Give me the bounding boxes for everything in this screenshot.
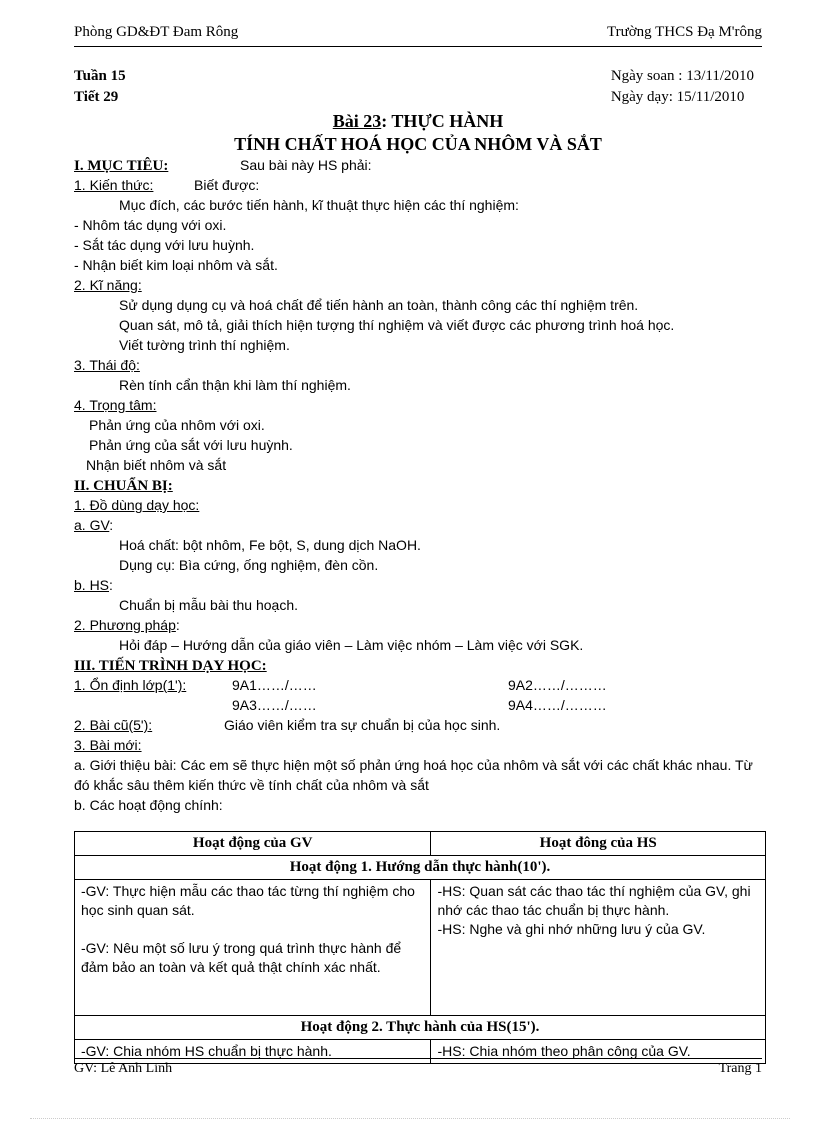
method-heading: 2. Phương pháp: [74, 617, 176, 633]
activity-2-gv-cell: -GV: Chia nhóm HS chuẩn bị thực hành.: [75, 1040, 431, 1064]
old-lesson-text: Giáo viên kiểm tra sự chuẩn bị của học sinh.: [224, 717, 501, 733]
new-lesson-heading: 3. Bài mới:: [74, 737, 142, 753]
skill-item: Quan sát, mô tả, giải thích hiện tượng thí nghiệm và viết được các phương trình hoá học.: [119, 317, 675, 333]
page-footer: [74, 1058, 762, 1079]
activity-1-title: Hoạt động 1. Hướng dẫn thực hành(10').: [75, 856, 766, 880]
activity-1-hs-cell: [431, 880, 766, 1016]
hs-item: Chuẩn bị mẫu bài thu hoạch.: [119, 597, 299, 613]
lesson-introduction: a. Giới thiệu bài: Các em sẽ thực hiện một số phản ứng hoá học của nhôm và sắt với các chất khác nhau. Từ đó khắc sâu thêm kiến thức về tính chất của nhôm và sắt: [74, 757, 753, 793]
preparation-heading: II. CHUẨN BỊ:: [74, 478, 173, 494]
lesson-subtitle: TÍNH CHẤT HOÁ HỌC CỦA NHÔM VÀ SẮT: [234, 134, 602, 154]
gv-item: Dụng cụ: Bìa cứng, ống nghiệm, đèn cồn.: [119, 557, 379, 573]
page-header: [74, 22, 762, 47]
objectives-intro: Sau bài này HS phải:: [240, 157, 372, 173]
hs-colon: :: [109, 577, 113, 593]
focus-item: Nhận biết nhôm và sắt: [86, 457, 227, 473]
lesson-body: [74, 155, 764, 815]
lesson-meta-left: [74, 66, 126, 108]
knowledge-heading: 1. Kiến thức:: [74, 177, 154, 193]
knowledge-item: - Nhận biết kim loại nhôm và sắt.: [74, 257, 278, 273]
lesson-name: : THỰC HÀNH: [381, 111, 504, 131]
gv-activity-column-header: Hoạt động của GV: [75, 832, 431, 856]
footer-page-number: Trang 1: [718, 1061, 762, 1076]
activity-1-hs-step: -HS: Quan sát các thao tác thí nghiệm của GV, ghi nhớ các thao tác chuẩn bị thực hành.: [437, 883, 751, 918]
activity-2-title: Hoạt động 2. Thực hành của HS(15').: [75, 1016, 766, 1040]
focus-item: Phản ứng của sắt với lưu huỳnh.: [89, 437, 293, 453]
knowledge-intro: Biết được:: [194, 177, 260, 193]
skill-item: Viết tường trình thí nghiệm.: [119, 337, 290, 353]
lesson-meta-right: [611, 66, 754, 108]
activity-1-gv-step: -GV: Nêu một số lưu ý trong quá trình thực hành để đảm bảo an toàn và kết quả thật chính xác nhất.: [81, 940, 402, 975]
footer-teacher: GV: Lê Anh Linh: [74, 1061, 173, 1076]
activity-1-hs-step: -HS: Nghe và ghi nhớ những lưu ý của GV.: [437, 921, 706, 937]
lesson-title: [74, 110, 762, 132]
method-item: Hỏi đáp – Hướng dẫn của giáo viên – Làm việc nhóm – Làm việc với SGK.: [119, 637, 584, 653]
objectives-heading: I. MỤC TIÊU:: [74, 158, 169, 174]
class-9a4: 9A4……/………: [508, 697, 607, 713]
class-stability-line: [74, 675, 764, 695]
focus-heading: 4. Trọng tâm:: [74, 397, 157, 413]
gv-heading: a. GV: [74, 517, 110, 533]
objectives-heading-line: [74, 155, 764, 175]
skill-item: Sử dụng dụng cụ và hoá chất để tiến hành an toàn, thành công các thí nghiệm trên.: [119, 297, 639, 313]
prepared-date: Ngày soan : 13/11/2010: [610, 68, 754, 84]
knowledge-item: - Sắt tác dụng với lưu huỳnh.: [74, 237, 255, 253]
hs-activity-column-header: Hoạt đông của HS: [431, 832, 766, 856]
activity-1-gv-step: -GV: Thực hiện mẫu các thao tác từng thí nghiệm cho học sinh quan sát.: [81, 883, 415, 918]
period-label: Tiết 29: [74, 89, 119, 105]
attitude-heading: 3. Thái độ:: [74, 357, 140, 373]
page-bottom-divider: [30, 1118, 790, 1119]
knowledge-item: - Nhôm tác dụng với oxi.: [74, 217, 227, 233]
class-9a2: 9A2……/………: [508, 677, 607, 693]
taught-date: Ngày dạy: 15/11/2010: [610, 89, 745, 105]
gv-item: Hoá chất: bột nhôm, Fe bột, S, dung dịch NaOH.: [119, 537, 421, 553]
focus-item: Phản ứng của nhôm với oxi.: [89, 417, 265, 433]
teaching-tools-heading: 1. Đồ dùng dạy học:: [74, 497, 200, 513]
procedure-heading: III. TIẾN TRÌNH DẠY HỌC:: [74, 658, 267, 674]
class-stability-heading: 1. Ổn định lớp(1'):: [74, 677, 187, 693]
old-lesson-line: [74, 715, 764, 735]
activity-1-gv-cell: [75, 880, 431, 1016]
week-label: Tuần 15: [74, 68, 126, 84]
activities-table: [74, 831, 766, 1064]
activity-2-hs-cell: -HS: Chia nhóm theo phân công của GV.: [431, 1040, 766, 1064]
old-lesson-heading: 2. Bài cũ(5'):: [74, 717, 153, 733]
class-attendance-line: [74, 695, 764, 715]
method-colon: :: [175, 617, 180, 633]
header-department: Phòng GD&ĐT Đam Rông: [74, 24, 239, 40]
attitude-item: Rèn tính cẩn thận khi làm thí nghiệm.: [119, 377, 351, 393]
header-school: Trường THCS Đạ M'rông: [606, 24, 762, 40]
hs-heading: b. HS: [74, 577, 110, 593]
skills-heading: 2. Kĩ năng:: [74, 277, 142, 293]
class-9a1: 9A1……/……: [232, 677, 317, 693]
class-9a3: 9A3……/……: [232, 697, 317, 713]
main-activities-label: b. Các hoạt động chính:: [74, 797, 223, 813]
lesson-number: Bài 23: [332, 111, 382, 131]
gv-colon: :: [109, 517, 114, 533]
knowledge-lead: Mục đích, các bước tiến hành, kĩ thuật thực hiện các thí nghiệm:: [119, 197, 519, 213]
knowledge-line: [74, 175, 764, 195]
